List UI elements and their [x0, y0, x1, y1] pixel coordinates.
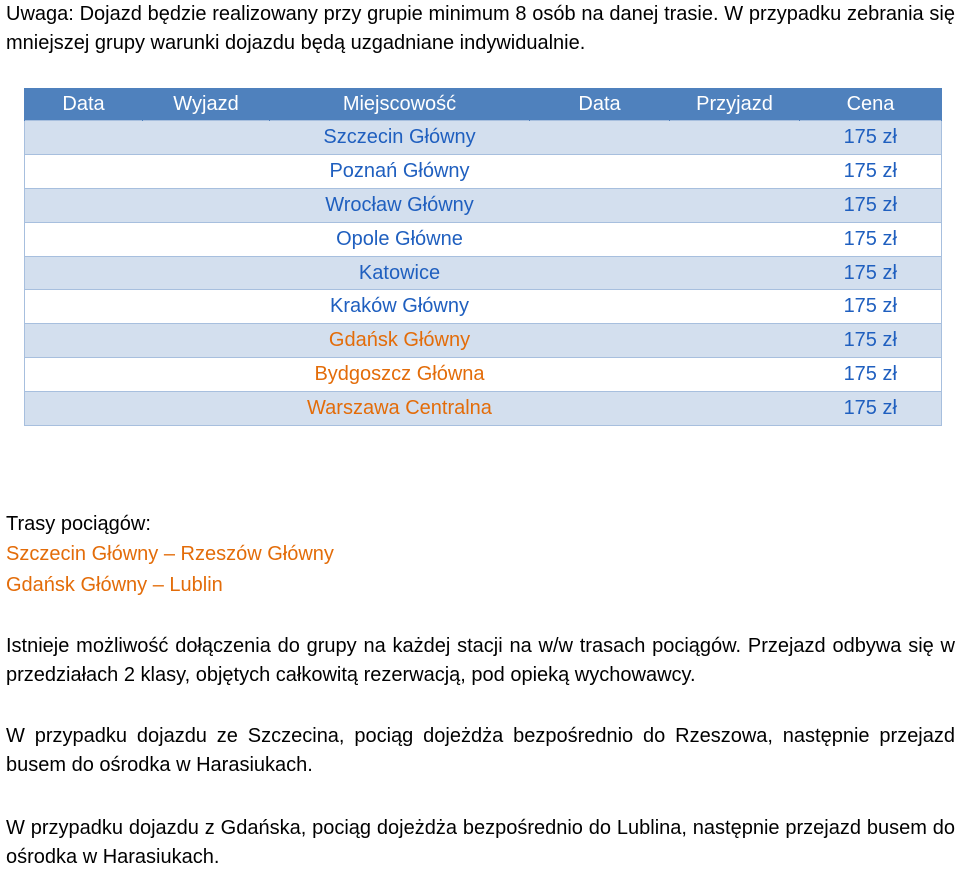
price-cell: 175 zł — [800, 121, 942, 155]
schedule-table — [24, 88, 942, 426]
table-row — [25, 154, 942, 188]
city-cell: Kraków Główny — [270, 290, 530, 324]
city-cell: Gdańsk Główny — [270, 324, 530, 358]
notice-paragraph: Uwaga: Dojazd będzie realizowany przy grupie minimum 8 osób na danej trasie. W przypadku zebrania się mniejszej grupy warunki dojazdu będą uzgadniane indywidualnie. — [6, 3, 955, 54]
city-cell: Wrocław Główny — [270, 188, 530, 222]
route-item: Gdańsk Główny – Lublin — [6, 574, 223, 596]
city-cell: Bydgoszcz Główna — [270, 358, 530, 392]
header-cena: Cena — [800, 88, 942, 121]
info-paragraph: Istnieje możliwość dołączenia do grupy na każdej stacji na w/w trasach pociągów. Przejazd odbywa się w przedziałach 2 klasy, objętych całkowitą rezerwacją, pod opieką wychowawcy. — [6, 635, 955, 686]
table-row — [25, 121, 942, 155]
gdansk-paragraph: W przypadku dojazdu z Gdańska, pociąg dojeżdża bezpośrednio do Lublina, następnie przejazd busem do ośrodka w Harasiukach. — [6, 817, 955, 868]
city-cell: Szczecin Główny — [270, 121, 530, 155]
table-row — [25, 392, 942, 426]
price-cell: 175 zł — [800, 222, 942, 256]
route-item: Szczecin Główny – Rzeszów Główny — [6, 543, 334, 565]
price-cell: 175 zł — [800, 256, 942, 290]
city-cell: Katowice — [270, 256, 530, 290]
table-row — [25, 256, 942, 290]
header-miejscowosc: Miejscowość — [270, 88, 530, 121]
szczecin-paragraph: W przypadku dojazdu ze Szczecina, pociąg dojeżdża bezpośrednio do Rzeszowa, następnie przejazd busem do ośrodka w Harasiukach. — [6, 725, 955, 776]
price-cell: 175 zł — [800, 290, 942, 324]
table-row — [25, 290, 942, 324]
city-cell: Opole Główne — [270, 222, 530, 256]
header-data-2: Data — [530, 88, 670, 121]
city-cell: Poznań Główny — [270, 154, 530, 188]
table-row — [25, 188, 942, 222]
price-cell: 175 zł — [800, 358, 942, 392]
price-cell: 175 zł — [800, 324, 942, 358]
price-cell: 175 zł — [800, 154, 942, 188]
header-przyjazd: Przyjazd — [670, 88, 800, 121]
city-cell: Warszawa Centralna — [270, 392, 530, 426]
routes-title: Trasy pociągów: — [6, 513, 151, 535]
table-header-row — [25, 88, 942, 121]
table-row — [25, 222, 942, 256]
header-wyjazd: Wyjazd — [143, 88, 270, 121]
table-row — [25, 358, 942, 392]
price-cell: 175 zł — [800, 188, 942, 222]
table-row — [25, 324, 942, 358]
price-cell: 175 zł — [800, 392, 942, 426]
header-data-1: Data — [25, 88, 143, 121]
